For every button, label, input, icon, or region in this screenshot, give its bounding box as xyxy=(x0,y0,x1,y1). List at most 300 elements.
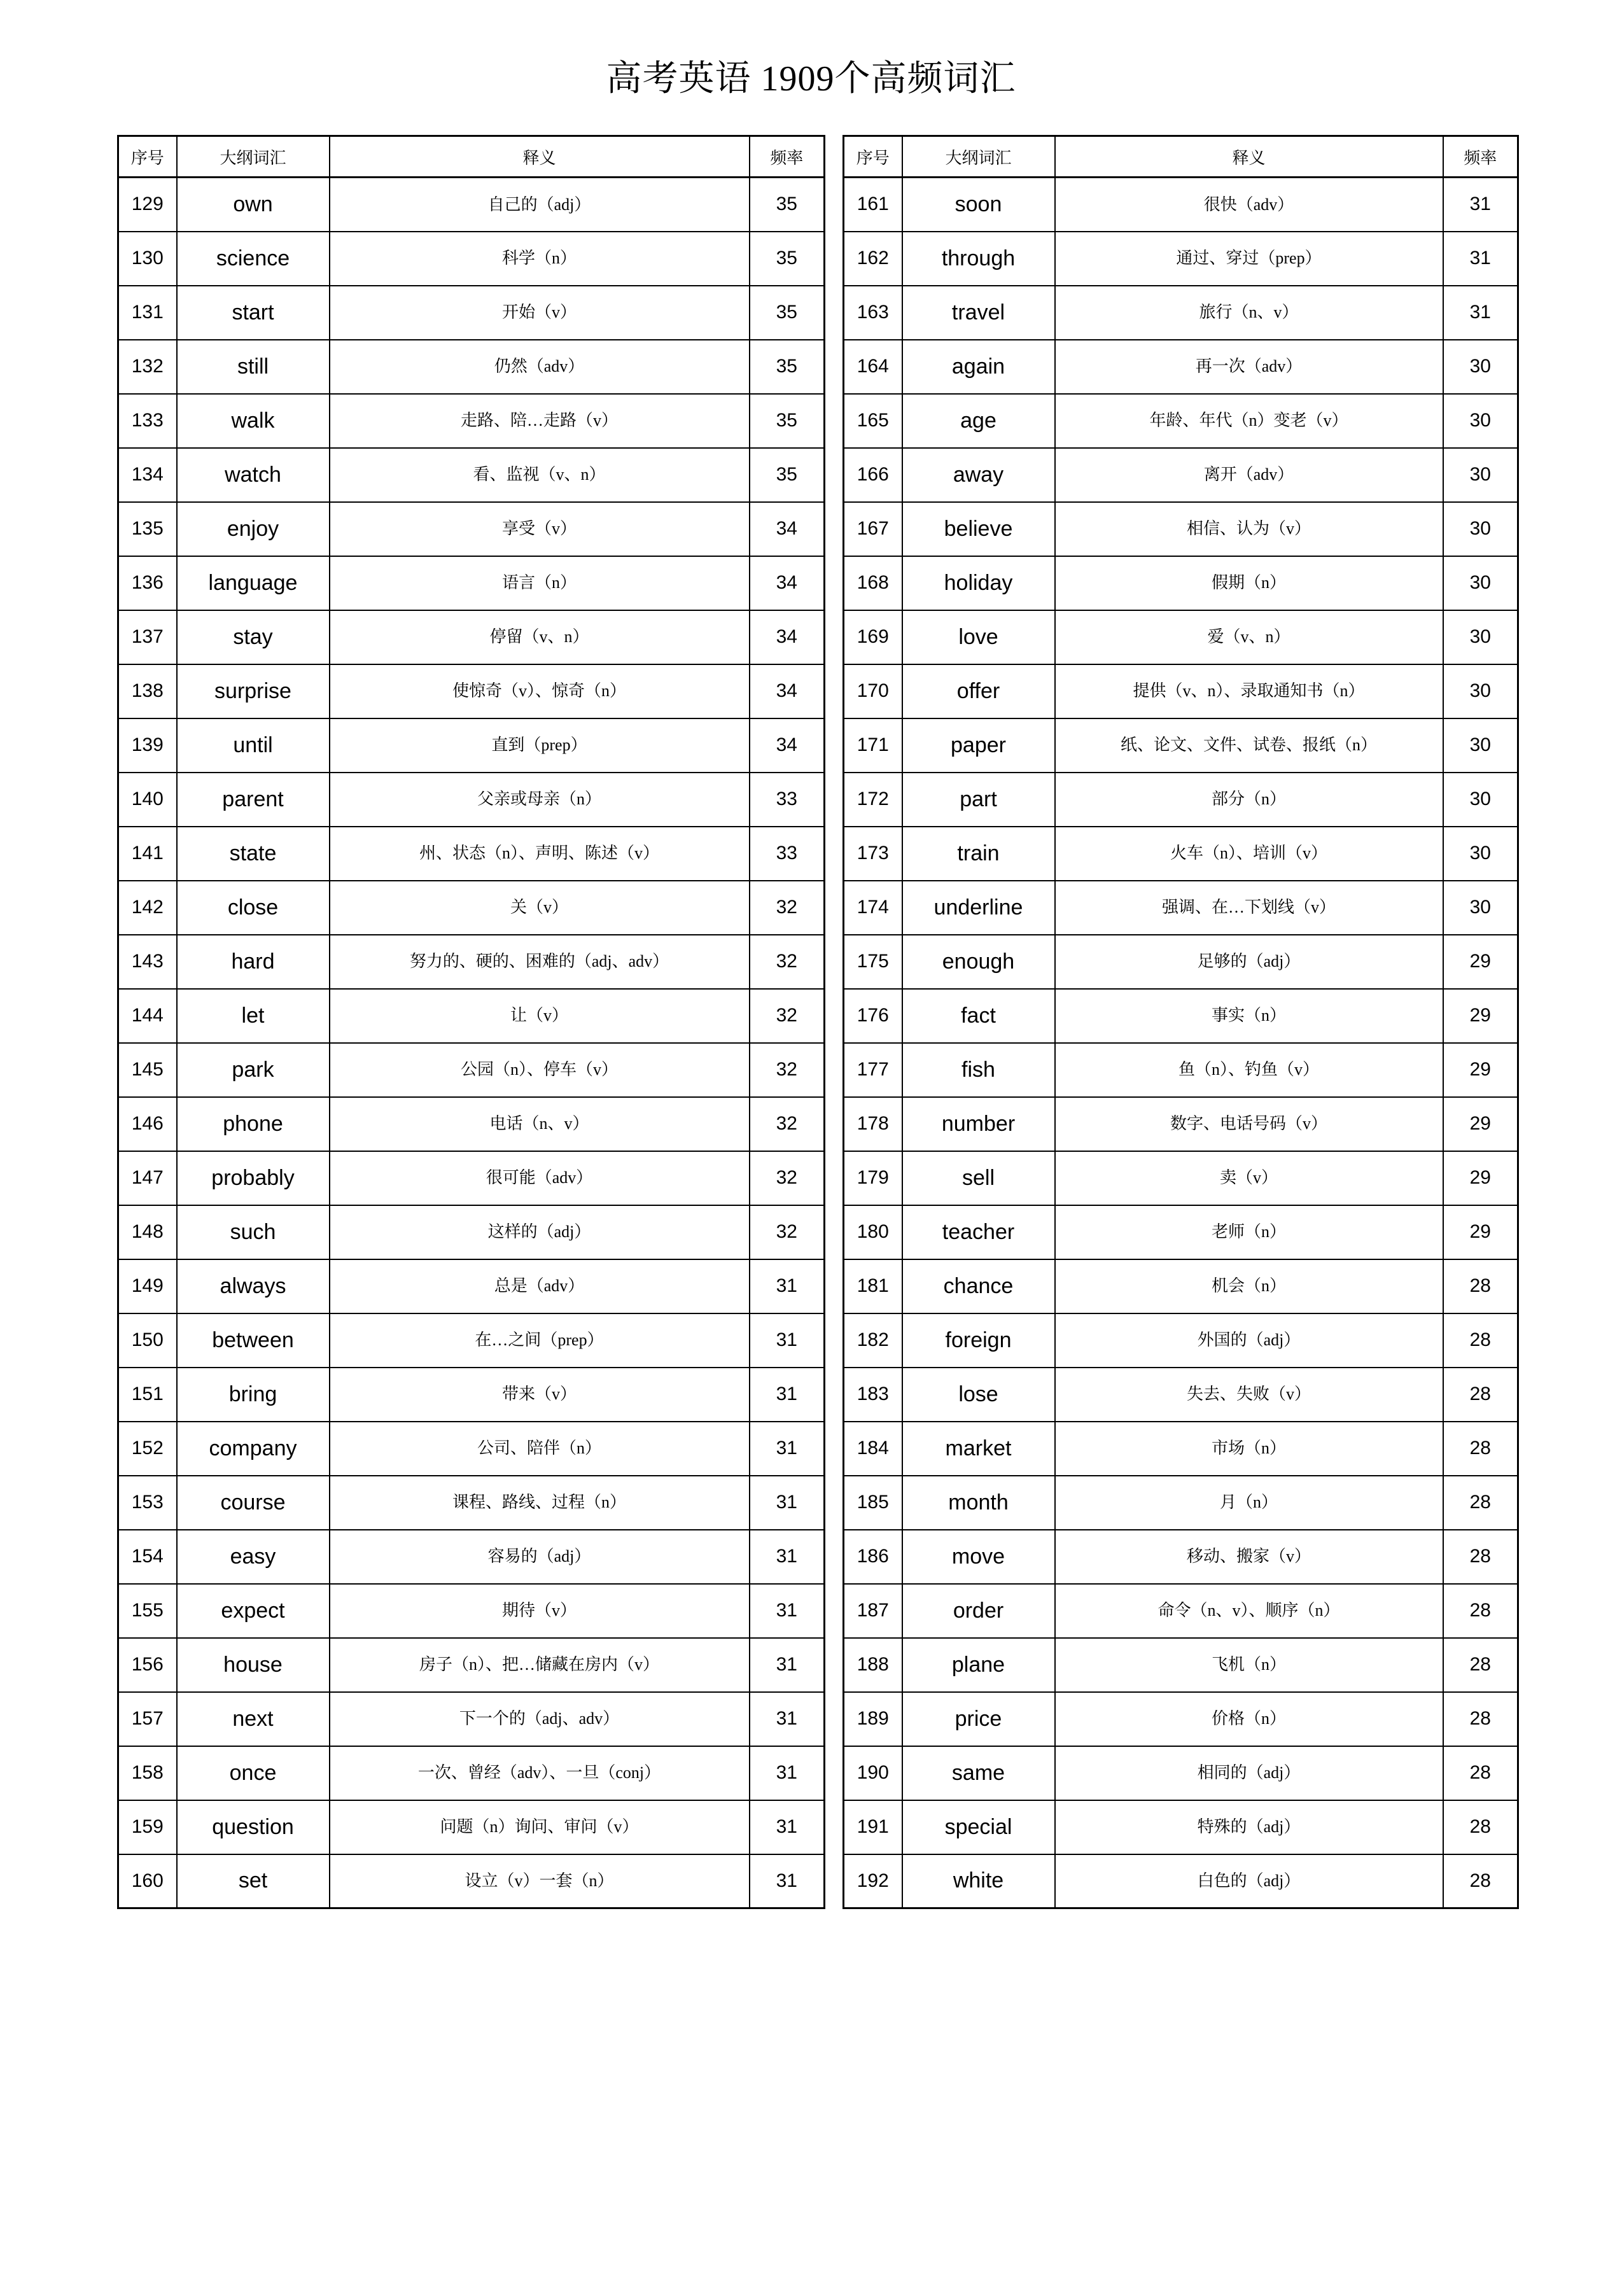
cell-word: love xyxy=(902,610,1055,664)
cell-definition: 设立（v）一套（n） xyxy=(330,1854,750,1908)
cell-index: 146 xyxy=(118,1097,177,1151)
table-row xyxy=(844,1313,1518,1368)
cell-definition: 爱（v、n） xyxy=(1055,610,1443,664)
cell-frequency: 28 xyxy=(1443,1368,1518,1422)
cell-index: 136 xyxy=(118,556,177,610)
cell-word: again xyxy=(902,340,1055,394)
cell-frequency: 34 xyxy=(750,556,825,610)
cell-definition: 公司、陪伴（n） xyxy=(330,1422,750,1476)
cell-word: question xyxy=(177,1800,330,1854)
left-column xyxy=(117,135,823,1909)
cell-frequency: 34 xyxy=(750,610,825,664)
cell-word: same xyxy=(902,1746,1055,1800)
cell-word: walk xyxy=(177,394,330,448)
cell-frequency: 31 xyxy=(750,1638,825,1692)
cell-index: 191 xyxy=(844,1800,902,1854)
table-row xyxy=(118,610,825,664)
cell-frequency: 31 xyxy=(750,1584,825,1638)
cell-definition: 部分（n） xyxy=(1055,773,1443,827)
cell-definition: 走路、陪…走路（v） xyxy=(330,394,750,448)
cell-definition: 总是（adv） xyxy=(330,1259,750,1313)
cell-index: 174 xyxy=(844,881,902,935)
cell-definition: 月（n） xyxy=(1055,1476,1443,1530)
cell-frequency: 28 xyxy=(1443,1259,1518,1313)
table-row xyxy=(844,232,1518,286)
cell-frequency: 28 xyxy=(1443,1746,1518,1800)
column-header-index: 序号 xyxy=(844,136,902,178)
cell-frequency: 30 xyxy=(1443,394,1518,448)
table-body-left xyxy=(118,178,825,1908)
cell-frequency: 31 xyxy=(750,1313,825,1368)
cell-definition: 足够的（adj） xyxy=(1055,935,1443,989)
cell-definition: 飞机（n） xyxy=(1055,1638,1443,1692)
cell-definition: 努力的、硬的、困难的（adj、adv） xyxy=(330,935,750,989)
cell-frequency: 34 xyxy=(750,502,825,556)
cell-definition: 房子（n）、把…储藏在房内（v） xyxy=(330,1638,750,1692)
cell-word: watch xyxy=(177,448,330,502)
cell-index: 177 xyxy=(844,1043,902,1097)
cell-frequency: 35 xyxy=(750,448,825,502)
cell-word: sell xyxy=(902,1151,1055,1205)
cell-frequency: 30 xyxy=(1443,664,1518,718)
table-row xyxy=(844,178,1518,232)
cell-frequency: 32 xyxy=(750,881,825,935)
cell-index: 185 xyxy=(844,1476,902,1530)
cell-frequency: 32 xyxy=(750,1097,825,1151)
cell-word: month xyxy=(902,1476,1055,1530)
table-row xyxy=(844,610,1518,664)
cell-word: underline xyxy=(902,881,1055,935)
cell-definition: 机会（n） xyxy=(1055,1259,1443,1313)
cell-word: close xyxy=(177,881,330,935)
cell-frequency: 29 xyxy=(1443,1205,1518,1259)
cell-definition: 电话（n、v） xyxy=(330,1097,750,1151)
table-row xyxy=(118,718,825,773)
cell-index: 170 xyxy=(844,664,902,718)
cell-index: 130 xyxy=(118,232,177,286)
table-row xyxy=(118,1530,825,1584)
cell-definition: 停留（v、n） xyxy=(330,610,750,664)
cell-index: 182 xyxy=(844,1313,902,1368)
cell-word: enjoy xyxy=(177,502,330,556)
cell-frequency: 30 xyxy=(1443,556,1518,610)
table-row xyxy=(844,556,1518,610)
cell-definition: 价格（n） xyxy=(1055,1692,1443,1746)
cell-index: 132 xyxy=(118,340,177,394)
table-row xyxy=(118,1151,825,1205)
two-column-table-area xyxy=(117,135,1517,1909)
cell-frequency: 32 xyxy=(750,935,825,989)
cell-definition: 州、状态（n）、声明、陈述（v） xyxy=(330,827,750,881)
cell-index: 141 xyxy=(118,827,177,881)
cell-word: price xyxy=(902,1692,1055,1746)
table-row xyxy=(844,881,1518,935)
cell-frequency: 32 xyxy=(750,1151,825,1205)
cell-word: stay xyxy=(177,610,330,664)
cell-word: special xyxy=(902,1800,1055,1854)
cell-word: move xyxy=(902,1530,1055,1584)
cell-definition: 使惊奇（v）、惊奇（n） xyxy=(330,664,750,718)
cell-word: lose xyxy=(902,1368,1055,1422)
cell-frequency: 28 xyxy=(1443,1800,1518,1854)
cell-word: set xyxy=(177,1854,330,1908)
table-row xyxy=(118,1476,825,1530)
cell-frequency: 31 xyxy=(750,1422,825,1476)
cell-frequency: 31 xyxy=(1443,232,1518,286)
cell-word: always xyxy=(177,1259,330,1313)
cell-index: 153 xyxy=(118,1476,177,1530)
cell-index: 192 xyxy=(844,1854,902,1908)
cell-definition: 开始（v） xyxy=(330,286,750,340)
table-row xyxy=(118,1205,825,1259)
table-row xyxy=(118,1854,825,1908)
cell-index: 160 xyxy=(118,1854,177,1908)
cell-definition: 在…之间（prep） xyxy=(330,1313,750,1368)
cell-index: 187 xyxy=(844,1584,902,1638)
cell-definition: 数字、电话号码（v） xyxy=(1055,1097,1443,1151)
table-row xyxy=(844,1638,1518,1692)
cell-definition: 期待（v） xyxy=(330,1584,750,1638)
cell-index: 173 xyxy=(844,827,902,881)
table-header-left xyxy=(118,136,825,178)
cell-index: 162 xyxy=(844,232,902,286)
table-row xyxy=(118,1313,825,1368)
cell-definition: 失去、失败（v） xyxy=(1055,1368,1443,1422)
cell-word: hard xyxy=(177,935,330,989)
cell-index: 164 xyxy=(844,340,902,394)
cell-index: 135 xyxy=(118,502,177,556)
cell-word: expect xyxy=(177,1584,330,1638)
vocabulary-table-left xyxy=(117,135,825,1909)
cell-index: 131 xyxy=(118,286,177,340)
cell-index: 151 xyxy=(118,1368,177,1422)
cell-frequency: 31 xyxy=(750,1854,825,1908)
cell-index: 179 xyxy=(844,1151,902,1205)
cell-word: still xyxy=(177,340,330,394)
cell-frequency: 31 xyxy=(750,1259,825,1313)
table-row xyxy=(118,1259,825,1313)
table-row xyxy=(844,1043,1518,1097)
header-row xyxy=(118,136,825,178)
table-row xyxy=(118,1746,825,1800)
table-row xyxy=(844,1854,1518,1908)
cell-definition: 老师（n） xyxy=(1055,1205,1443,1259)
cell-frequency: 28 xyxy=(1443,1692,1518,1746)
cell-word: course xyxy=(177,1476,330,1530)
cell-definition: 外国的（adj） xyxy=(1055,1313,1443,1368)
cell-definition: 假期（n） xyxy=(1055,556,1443,610)
table-row xyxy=(844,1151,1518,1205)
cell-index: 144 xyxy=(118,989,177,1043)
cell-word: own xyxy=(177,178,330,232)
cell-frequency: 35 xyxy=(750,286,825,340)
cell-index: 145 xyxy=(118,1043,177,1097)
cell-word: park xyxy=(177,1043,330,1097)
page-title: 高考英语 1909个高频词汇 xyxy=(606,59,1016,99)
cell-definition: 享受（v） xyxy=(330,502,750,556)
cell-word: probably xyxy=(177,1151,330,1205)
cell-index: 172 xyxy=(844,773,902,827)
cell-word: foreign xyxy=(902,1313,1055,1368)
cell-index: 142 xyxy=(118,881,177,935)
cell-word: easy xyxy=(177,1530,330,1584)
cell-definition: 仍然（adv） xyxy=(330,340,750,394)
table-row xyxy=(844,502,1518,556)
table-row xyxy=(118,664,825,718)
cell-frequency: 29 xyxy=(1443,935,1518,989)
column-header-frequency: 频率 xyxy=(1443,136,1518,178)
table-row xyxy=(118,340,825,394)
cell-definition: 课程、路线、过程（n） xyxy=(330,1476,750,1530)
cell-frequency: 28 xyxy=(1443,1854,1518,1908)
table-header-right xyxy=(844,136,1518,178)
cell-definition: 旅行（n、v） xyxy=(1055,286,1443,340)
cell-word: start xyxy=(177,286,330,340)
column-header-index: 序号 xyxy=(118,136,177,178)
cell-definition: 卖（v） xyxy=(1055,1151,1443,1205)
cell-index: 137 xyxy=(118,610,177,664)
cell-index: 176 xyxy=(844,989,902,1043)
table-row xyxy=(118,935,825,989)
cell-frequency: 31 xyxy=(750,1800,825,1854)
table-row xyxy=(844,1692,1518,1746)
table-row xyxy=(844,1530,1518,1584)
cell-word: bring xyxy=(177,1368,330,1422)
cell-definition: 年龄、年代（n）变老（v） xyxy=(1055,394,1443,448)
cell-frequency: 32 xyxy=(750,1205,825,1259)
cell-frequency: 28 xyxy=(1443,1422,1518,1476)
cell-frequency: 31 xyxy=(750,1368,825,1422)
table-row xyxy=(844,1476,1518,1530)
cell-index: 186 xyxy=(844,1530,902,1584)
cell-index: 129 xyxy=(118,178,177,232)
cell-word: number xyxy=(902,1097,1055,1151)
cell-frequency: 29 xyxy=(1443,1043,1518,1097)
cell-word: state xyxy=(177,827,330,881)
cell-word: enough xyxy=(902,935,1055,989)
cell-word: company xyxy=(177,1422,330,1476)
table-row xyxy=(118,1368,825,1422)
table-row xyxy=(844,664,1518,718)
cell-index: 147 xyxy=(118,1151,177,1205)
column-header-definition: 释义 xyxy=(1055,136,1443,178)
table-row xyxy=(118,1638,825,1692)
table-row xyxy=(118,502,825,556)
column-header-word: 大纲词汇 xyxy=(177,136,330,178)
cell-definition: 自己的（adj） xyxy=(330,178,750,232)
header-row xyxy=(844,136,1518,178)
cell-frequency: 30 xyxy=(1443,773,1518,827)
cell-word: away xyxy=(902,448,1055,502)
cell-definition: 移动、搬家（v） xyxy=(1055,1530,1443,1584)
table-row xyxy=(844,1746,1518,1800)
cell-index: 167 xyxy=(844,502,902,556)
cell-word: order xyxy=(902,1584,1055,1638)
table-row xyxy=(118,773,825,827)
cell-frequency: 28 xyxy=(1443,1313,1518,1368)
table-row xyxy=(844,340,1518,394)
cell-frequency: 30 xyxy=(1443,610,1518,664)
cell-definition: 语言（n） xyxy=(330,556,750,610)
cell-definition: 这样的（adj） xyxy=(330,1205,750,1259)
table-row xyxy=(118,1043,825,1097)
cell-definition: 关（v） xyxy=(330,881,750,935)
cell-frequency: 28 xyxy=(1443,1638,1518,1692)
cell-definition: 通过、穿过（prep） xyxy=(1055,232,1443,286)
cell-word: such xyxy=(177,1205,330,1259)
cell-definition: 一次、曾经（adv）、一旦（conj） xyxy=(330,1746,750,1800)
column-header-word: 大纲词汇 xyxy=(902,136,1055,178)
cell-word: chance xyxy=(902,1259,1055,1313)
cell-definition: 命令（n、v）、顺序（n） xyxy=(1055,1584,1443,1638)
cell-word: let xyxy=(177,989,330,1043)
cell-word: fact xyxy=(902,989,1055,1043)
table-body-right xyxy=(844,178,1518,1908)
right-column xyxy=(842,135,1517,1909)
cell-frequency: 30 xyxy=(1443,448,1518,502)
cell-frequency: 32 xyxy=(750,1043,825,1097)
cell-word: next xyxy=(177,1692,330,1746)
cell-index: 178 xyxy=(844,1097,902,1151)
cell-index: 143 xyxy=(118,935,177,989)
cell-word: between xyxy=(177,1313,330,1368)
cell-index: 165 xyxy=(844,394,902,448)
cell-index: 158 xyxy=(118,1746,177,1800)
cell-definition: 市场（n） xyxy=(1055,1422,1443,1476)
cell-definition: 很快（adv） xyxy=(1055,178,1443,232)
table-row xyxy=(118,1097,825,1151)
table-row xyxy=(844,1422,1518,1476)
table-row xyxy=(844,448,1518,502)
cell-frequency: 33 xyxy=(750,773,825,827)
cell-index: 150 xyxy=(118,1313,177,1368)
cell-frequency: 31 xyxy=(750,1692,825,1746)
cell-definition: 提供（v、n）、录取通知书（n） xyxy=(1055,664,1443,718)
cell-word: teacher xyxy=(902,1205,1055,1259)
cell-index: 140 xyxy=(118,773,177,827)
cell-word: part xyxy=(902,773,1055,827)
cell-word: parent xyxy=(177,773,330,827)
cell-index: 171 xyxy=(844,718,902,773)
vocabulary-table-right xyxy=(842,135,1519,1909)
cell-word: through xyxy=(902,232,1055,286)
cell-index: 149 xyxy=(118,1259,177,1313)
cell-index: 163 xyxy=(844,286,902,340)
cell-definition: 再一次（adv） xyxy=(1055,340,1443,394)
cell-index: 189 xyxy=(844,1692,902,1746)
cell-word: language xyxy=(177,556,330,610)
cell-index: 138 xyxy=(118,664,177,718)
table-row xyxy=(118,1422,825,1476)
cell-frequency: 30 xyxy=(1443,718,1518,773)
cell-frequency: 34 xyxy=(750,718,825,773)
cell-word: science xyxy=(177,232,330,286)
table-row xyxy=(844,1205,1518,1259)
cell-frequency: 30 xyxy=(1443,827,1518,881)
cell-frequency: 35 xyxy=(750,232,825,286)
cell-word: offer xyxy=(902,664,1055,718)
table-row xyxy=(118,394,825,448)
cell-frequency: 31 xyxy=(1443,178,1518,232)
cell-word: train xyxy=(902,827,1055,881)
cell-frequency: 29 xyxy=(1443,1097,1518,1151)
cell-word: age xyxy=(902,394,1055,448)
cell-index: 175 xyxy=(844,935,902,989)
cell-index: 139 xyxy=(118,718,177,773)
cell-index: 159 xyxy=(118,1800,177,1854)
cell-definition: 公园（n）、停车（v） xyxy=(330,1043,750,1097)
cell-word: market xyxy=(902,1422,1055,1476)
cell-definition: 父亲或母亲（n） xyxy=(330,773,750,827)
cell-frequency: 35 xyxy=(750,394,825,448)
table-row xyxy=(118,556,825,610)
cell-word: holiday xyxy=(902,556,1055,610)
table-row xyxy=(844,394,1518,448)
cell-definition: 离开（adv） xyxy=(1055,448,1443,502)
cell-index: 134 xyxy=(118,448,177,502)
cell-definition: 很可能（adv） xyxy=(330,1151,750,1205)
table-row xyxy=(844,989,1518,1043)
cell-index: 148 xyxy=(118,1205,177,1259)
cell-frequency: 35 xyxy=(750,340,825,394)
cell-definition: 纸、论文、文件、试卷、报纸（n） xyxy=(1055,718,1443,773)
cell-index: 157 xyxy=(118,1692,177,1746)
table-row xyxy=(118,881,825,935)
cell-index: 188 xyxy=(844,1638,902,1692)
table-row xyxy=(118,989,825,1043)
cell-index: 181 xyxy=(844,1259,902,1313)
cell-definition: 强调、在…下划线（v） xyxy=(1055,881,1443,935)
cell-index: 133 xyxy=(118,394,177,448)
cell-definition: 白色的（adj） xyxy=(1055,1854,1443,1908)
cell-frequency: 31 xyxy=(750,1530,825,1584)
cell-word: fish xyxy=(902,1043,1055,1097)
cell-frequency: 30 xyxy=(1443,340,1518,394)
table-row xyxy=(844,1584,1518,1638)
cell-index: 161 xyxy=(844,178,902,232)
table-row xyxy=(118,1584,825,1638)
cell-index: 156 xyxy=(118,1638,177,1692)
cell-word: once xyxy=(177,1746,330,1800)
table-row xyxy=(844,935,1518,989)
table-row xyxy=(118,827,825,881)
cell-word: soon xyxy=(902,178,1055,232)
cell-frequency: 35 xyxy=(750,178,825,232)
cell-definition: 直到（prep） xyxy=(330,718,750,773)
cell-frequency: 31 xyxy=(1443,286,1518,340)
cell-index: 169 xyxy=(844,610,902,664)
cell-word: believe xyxy=(902,502,1055,556)
cell-frequency: 32 xyxy=(750,989,825,1043)
table-row xyxy=(844,773,1518,827)
cell-frequency: 29 xyxy=(1443,989,1518,1043)
cell-definition: 让（v） xyxy=(330,989,750,1043)
cell-word: white xyxy=(902,1854,1055,1908)
table-row xyxy=(844,827,1518,881)
cell-word: plane xyxy=(902,1638,1055,1692)
cell-definition: 相同的（adj） xyxy=(1055,1746,1443,1800)
cell-index: 155 xyxy=(118,1584,177,1638)
cell-frequency: 28 xyxy=(1443,1476,1518,1530)
table-row xyxy=(844,718,1518,773)
cell-definition: 容易的（adj） xyxy=(330,1530,750,1584)
table-row xyxy=(844,1097,1518,1151)
table-row xyxy=(844,286,1518,340)
cell-frequency: 28 xyxy=(1443,1530,1518,1584)
cell-frequency: 31 xyxy=(750,1476,825,1530)
table-row xyxy=(844,1259,1518,1313)
table-row xyxy=(118,286,825,340)
